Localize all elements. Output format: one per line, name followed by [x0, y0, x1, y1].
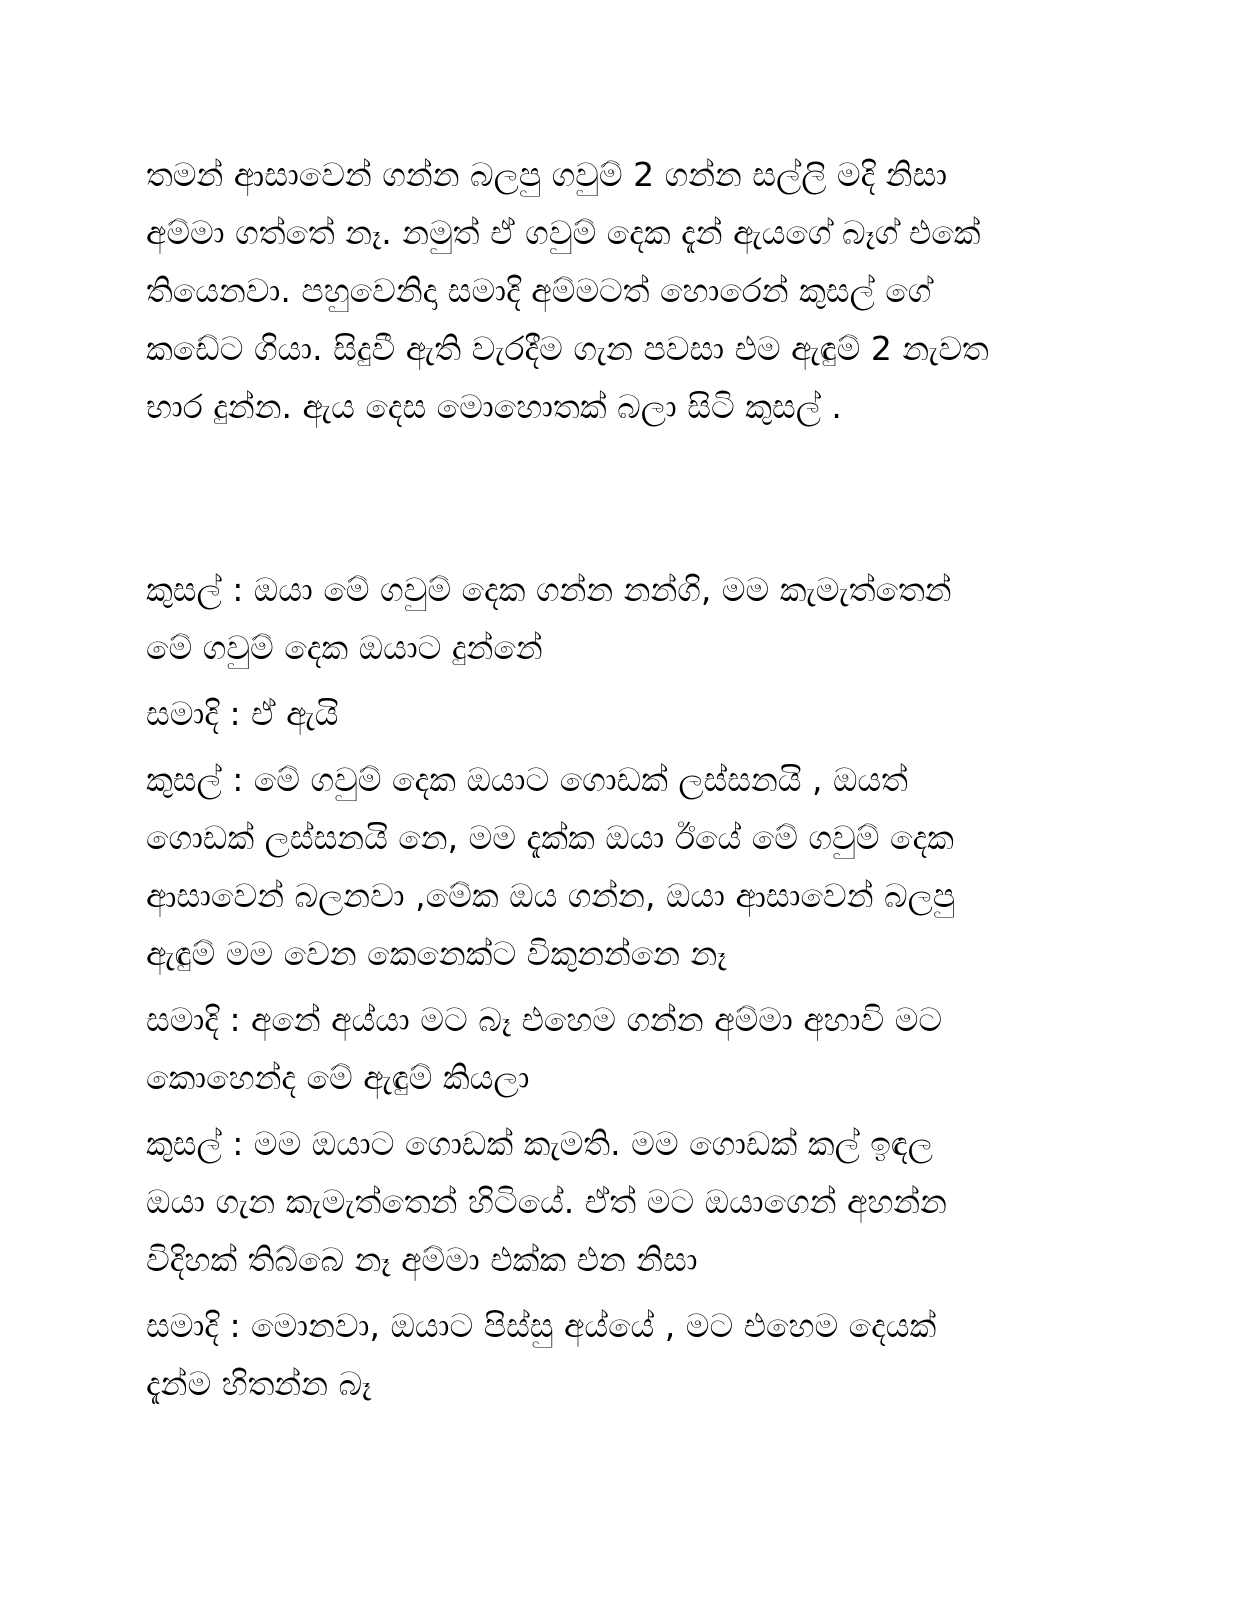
dialogue-line: දැන්ම හිතන්න බෑ [146, 1364, 372, 1403]
intro-paragraph [146, 146, 1086, 436]
dialogue-line: මේ ගවුම් දෙක ඔයාට දුන්නේ [146, 628, 543, 667]
dialogue-samadi-3 [146, 1297, 1086, 1413]
dialogue-line: ගොඩක් ලස්සනයි නෙ, මම දැක්ක ඔයා ඊයේ මේ ගවුම් දෙක [146, 818, 954, 857]
dialogue-line: සමාදි : මොනවා, ඔයාට පිස්සු අය්යේ , මට එහෙම දෙයක් [146, 1306, 937, 1345]
dialogue-line: විදිහක් තිබ්බෙ නෑ අම්මා එක්ක එන නිසා [146, 1240, 698, 1279]
intro-line: භාර දුන්න. ඇය දෙස මොහොතක් බලා සිටි කුසල් . [146, 387, 842, 426]
dialogue-line: කුසල් : මේ ගවුම් දෙක ඔයාට ගොඩක් ලස්සනයි , ඔයත් [146, 760, 908, 799]
intro-line: තමන් ආසාවෙන් ගන්න බලපු ගවුම් 2 ගන්න සල්ලි මදි නිසා [146, 155, 948, 194]
dialogue-line: සමාදි : ඒ ඇයි [146, 694, 339, 733]
dialogue-line: ඇඳුම් මම වෙන කෙනෙක්ට විකුනන්නෙ නෑ [146, 934, 727, 973]
dialogue-kusal-3 [146, 1115, 1086, 1289]
intro-line: තියෙනවා. පහුවෙනිදා සමාදි අම්මටත් හොරෙන් කුසල් ගේ [146, 271, 932, 310]
dialogue-line: කොහෙන්ද මේ ඇඳුම් කියලා [146, 1058, 530, 1097]
dialogue-line: ආසාවෙන් බලනවා ,මේක ඔය ගන්න, ඔයා ආසාවෙන් බලපු [146, 876, 956, 915]
dialogue-line: කුසල් : ඔයා මේ ගවුම් දෙක ගන්න නන්ගි, මම කැමැත්තෙන් [146, 570, 952, 609]
intro-line: අම්මා ගත්තේ නෑ. නමුත් ඒ ගවුම් දෙක දැන් ඇයගේ බෑග් එකේ [146, 213, 981, 252]
dialogue-samadi-1 [146, 685, 1086, 743]
dialogue-line: ඔයා ගැන කැමැත්තෙන් හිටියේ. ඒත් මට ඔයාගෙන් අහන්න [146, 1182, 947, 1221]
dialogue-kusal-2 [146, 751, 1086, 983]
story-text [146, 146, 1086, 1421]
intro-line: කඩේට ගියා. සිදුවී ඇති වැරදීම ගැන පවසා එම ඇඳුම් 2 නැවත [146, 329, 989, 368]
dialogue-samadi-2 [146, 991, 1086, 1107]
dialogue-kusal-1 [146, 561, 1086, 677]
dialogue-line: සමාදි : අනේ අය්යා මට බෑ එහෙම ගන්න අම්මා අහාවි මට [146, 1000, 943, 1039]
dialogue-line: කුසල් : මම ඔයාට ගොඩක් කැමති. මම ගොඩක් කල් ඉඳල [146, 1124, 933, 1163]
